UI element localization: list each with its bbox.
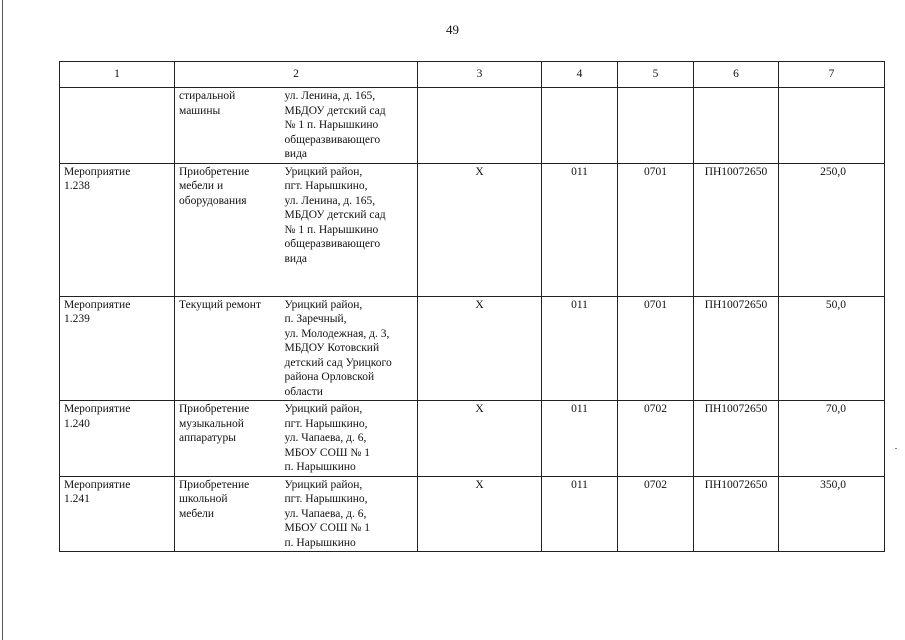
cell-col5: 0701: [618, 163, 694, 296]
header-cell-5: 5: [618, 62, 694, 88]
cell-col5: 0702: [618, 401, 694, 477]
cell-col4: 011: [542, 296, 618, 401]
cell-col3: Х: [418, 401, 542, 477]
cell-activity-id: Мероприятие 1.238: [60, 163, 175, 296]
cell-col7-amount: 70,0: [779, 401, 885, 477]
cell-col7-amount: 350,0: [779, 476, 885, 552]
cell-activity-address: Урицкий район, п. Заречный, ул. Молодежная, д. 3, МБДОУ Котовский детский сад Урицкого района Орловской области: [281, 296, 418, 401]
cell-activity-address: Урицкий район, пгт. Нарышкино, ул. Чапаева, д. 6, МБОУ СОШ № 1 п. Нарышкино: [281, 476, 418, 552]
table-row-1-238: [60, 163, 885, 296]
cell-activity-address: Урицкий район, пгт. Нарышкино, ул. Ленина, д. 165, МБДОУ детский сад № 1 п. Нарышкино общеразвивающего вида: [281, 163, 418, 296]
cell-activity-name: Текущий ремонт: [175, 296, 281, 401]
cell-col4: 011: [542, 163, 618, 296]
table-row-1-240: [60, 401, 885, 477]
cell-activity-id: [60, 88, 175, 164]
cell-col6: ПН10072650: [694, 401, 779, 477]
cell-col7-amount: [779, 88, 885, 164]
cell-col7-amount: 50,0: [779, 296, 885, 401]
cell-col3: Х: [418, 296, 542, 401]
cell-activity-name: Приобретение школьной мебели: [175, 476, 281, 552]
cell-activity-address: ул. Ленина, д. 165, МБДОУ детский сад № 1 п. Нарышкино общеразвивающего вида: [281, 88, 418, 164]
cell-col5: 0701: [618, 296, 694, 401]
cell-activity-name: Приобретение музыкальной аппаратуры: [175, 401, 281, 477]
cell-col5: [618, 88, 694, 164]
cell-col6: [694, 88, 779, 164]
cell-col4: 011: [542, 401, 618, 477]
cell-col6: ПН10072650: [694, 476, 779, 552]
cell-col4: 011: [542, 476, 618, 552]
header-cell-2: 2: [175, 62, 418, 88]
header-row: [60, 62, 885, 88]
cell-activity-name: Приобретение мебели и оборудования: [175, 163, 281, 296]
cell-col4: [542, 88, 618, 164]
cell-col6: ПН10072650: [694, 163, 779, 296]
page-edge-line: [2, 0, 3, 640]
header-cell-4: 4: [542, 62, 618, 88]
page-number: 49: [446, 22, 459, 37]
cell-col7-amount: 250,0: [779, 163, 885, 296]
header-cell-6: 6: [694, 62, 779, 88]
header-cell-1: 1: [60, 62, 175, 88]
cell-col3: Х: [418, 476, 542, 552]
table-row-continuation: [60, 88, 885, 164]
cell-activity-address: Урицкий район, пгт. Нарышкино, ул. Чапаева, д. 6, МБОУ СОШ № 1 п. Нарышкино: [281, 401, 418, 477]
header-cell-3: 3: [418, 62, 542, 88]
cell-activity-id: Мероприятие 1.239: [60, 296, 175, 401]
cell-col3: [418, 88, 542, 164]
budget-table: [59, 61, 885, 552]
cell-activity-id: Мероприятие 1.240: [60, 401, 175, 477]
cell-col6: ПН10072650: [694, 296, 779, 401]
table-row-1-241: [60, 476, 885, 552]
cell-activity-id: Мероприятие 1.241: [60, 476, 175, 552]
header-cell-7: 7: [779, 62, 885, 88]
table-row-1-239: [60, 296, 885, 401]
cell-col3: Х: [418, 163, 542, 296]
cell-activity-name: стиральной машины: [175, 88, 281, 164]
margin-mark: [895, 448, 897, 449]
cell-col5: 0702: [618, 476, 694, 552]
